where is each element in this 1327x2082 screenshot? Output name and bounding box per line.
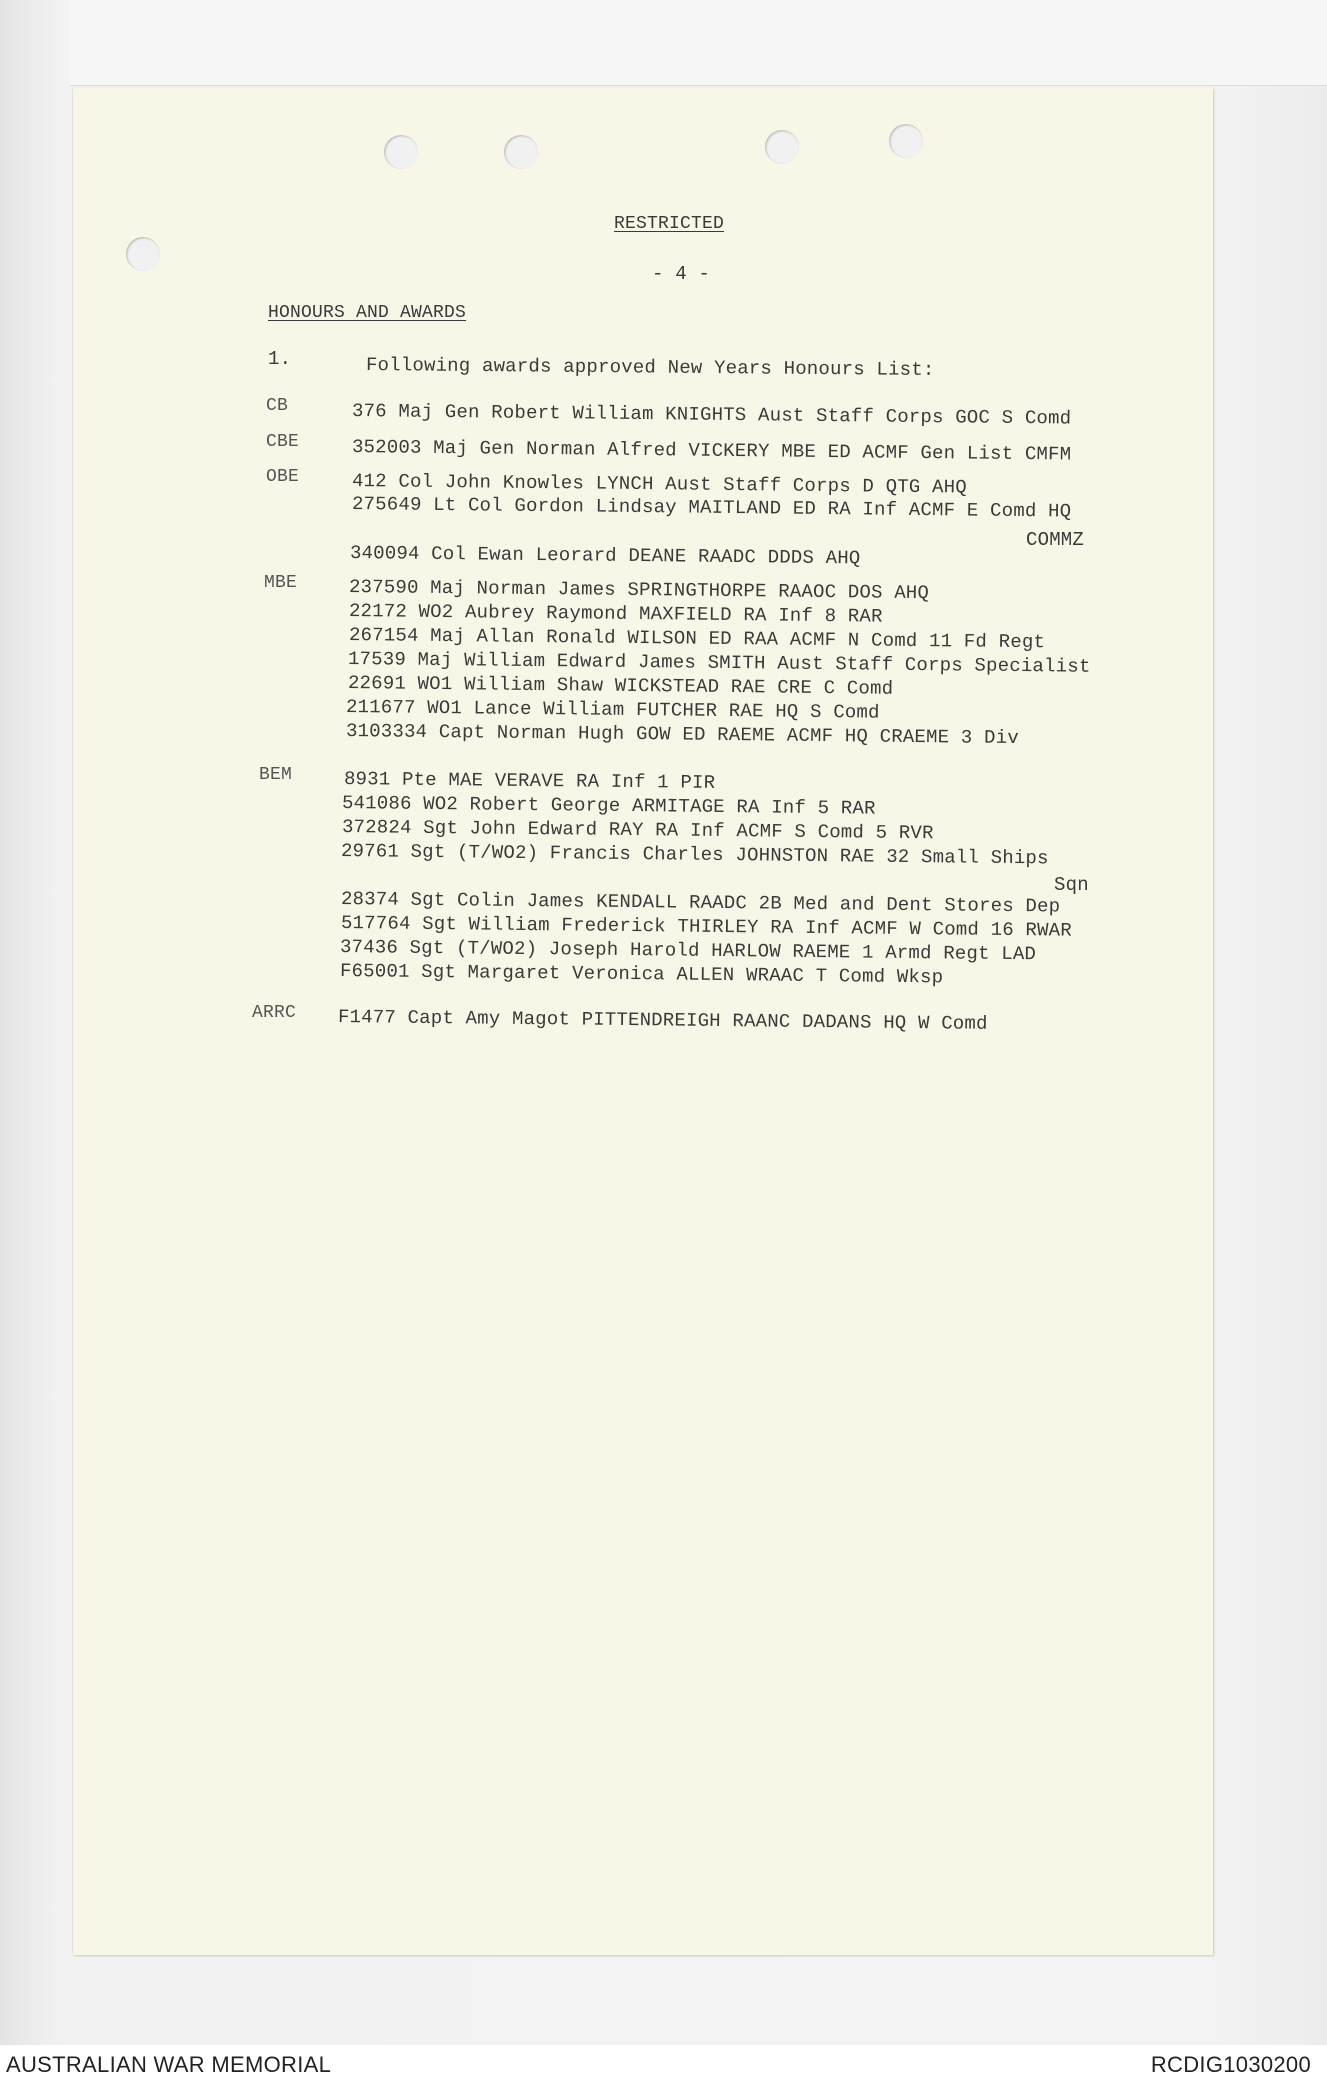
punch-hole	[384, 135, 418, 169]
award-code-obe: OBE	[266, 467, 300, 487]
punch-hole	[126, 237, 160, 271]
award-code-arrc: ARRC	[252, 1003, 297, 1023]
archive-footer	[0, 2045, 1327, 2082]
page-number: - 4 -	[652, 263, 711, 285]
award-entry: 211677 WO1 Lance William FUTCHER RAE HQ S Comd	[345, 696, 880, 724]
restricted-header: RESTRICTED	[614, 214, 725, 234]
award-entry: 372824 Sgt John Edward RAY RA Inf ACMF S Comd 5 RVR	[341, 816, 934, 845]
award-code-cbe: CBE	[266, 432, 300, 452]
award-entry: 352003 Maj Gen Norman Alfred VICKERY MBE ED ACMF Gen List CMFM	[351, 436, 1072, 466]
award-code-mbe: MBE	[264, 573, 298, 593]
award-entry: F1477 Capt Amy Magot PITTENDREIGH RAANC DADANS HQ W Comd	[337, 1006, 988, 1035]
award-entry-continuation: COMMZ	[1026, 529, 1085, 551]
award-entry: 541086 WO2 Robert George ARMITAGE RA Inf 5 RAR	[341, 792, 876, 820]
award-code-bem: BEM	[259, 765, 293, 785]
award-entry: 8931 Pte MAE VERAVE RA Inf 1 PIR	[343, 768, 716, 794]
award-entry: 517764 Sgt William Frederick THIRLEY RA Inf ACMF W Comd 16 RWAR	[340, 912, 1072, 942]
award-entry: 412 Col John Knowles LYNCH Aust Staff Corps D QTG AHQ	[351, 470, 967, 499]
footer-institution: AUSTRALIAN WAR MEMORIAL	[6, 2052, 332, 2077]
award-entry: 29761 Sgt (T/WO2) Francis Charles JOHNSTON RAE 32 Small Ships	[340, 840, 1049, 870]
award-entry: 340094 Col Ewan Leorard DEANE RAADC DDDS AHQ	[349, 542, 861, 570]
award-entry: 3103334 Capt Norman Hugh GOW ED RAEME ACMF HQ CRAEME 3 Div	[345, 720, 1020, 750]
intro-text: Following awards approved New Years Honours List:	[365, 354, 935, 381]
section-title: HONOURS AND AWARDS	[268, 303, 467, 323]
award-entry: 237590 Maj Norman James SPRINGTHORPE RAAOC DOS AHQ	[348, 576, 930, 605]
award-entry: 17539 Maj William Edward James SMITH Aust Staff Corps Specialist	[347, 648, 1091, 678]
award-entry-continuation: Sqn	[1054, 874, 1089, 896]
punch-hole	[504, 135, 538, 169]
award-entry: 22172 WO2 Aubrey Raymond MAXFIELD RA Inf 8 RAR	[348, 600, 883, 628]
award-entry: 267154 Maj Allan Ronald WILSON ED RAA ACMF N Comd 11 Fd Regt	[348, 624, 1046, 654]
award-entry: 275649 Lt Col Gordon Lindsay MAITLAND ED RA Inf ACMF E Comd HQ	[351, 493, 1072, 523]
item-number: 1.	[268, 348, 292, 370]
award-entry: F65001 Sgt Margaret Veronica ALLEN WRAAC T Comd Wksp	[339, 960, 944, 989]
scan-top-strip	[70, 0, 1327, 86]
award-entry: 22691 WO1 William Shaw WICKSTEAD RAE CRE C Comd	[347, 672, 894, 700]
award-entry: 37436 Sgt (T/WO2) Joseph Harold HARLOW RAEME 1 Armd Regt LAD	[339, 936, 1037, 966]
punch-hole	[765, 130, 799, 164]
award-code-cb: CB	[266, 396, 289, 416]
award-entry: 28374 Sgt Colin James KENDALL RAADC 2B Med and Dent Stores Dep	[340, 888, 1061, 918]
award-entry: 376 Maj Gen Robert William KNIGHTS Aust Staff Corps GOC S Comd	[351, 400, 1072, 430]
footer-reference-id: RCDIG1030200	[1150, 2052, 1311, 2077]
punch-hole	[889, 124, 923, 158]
